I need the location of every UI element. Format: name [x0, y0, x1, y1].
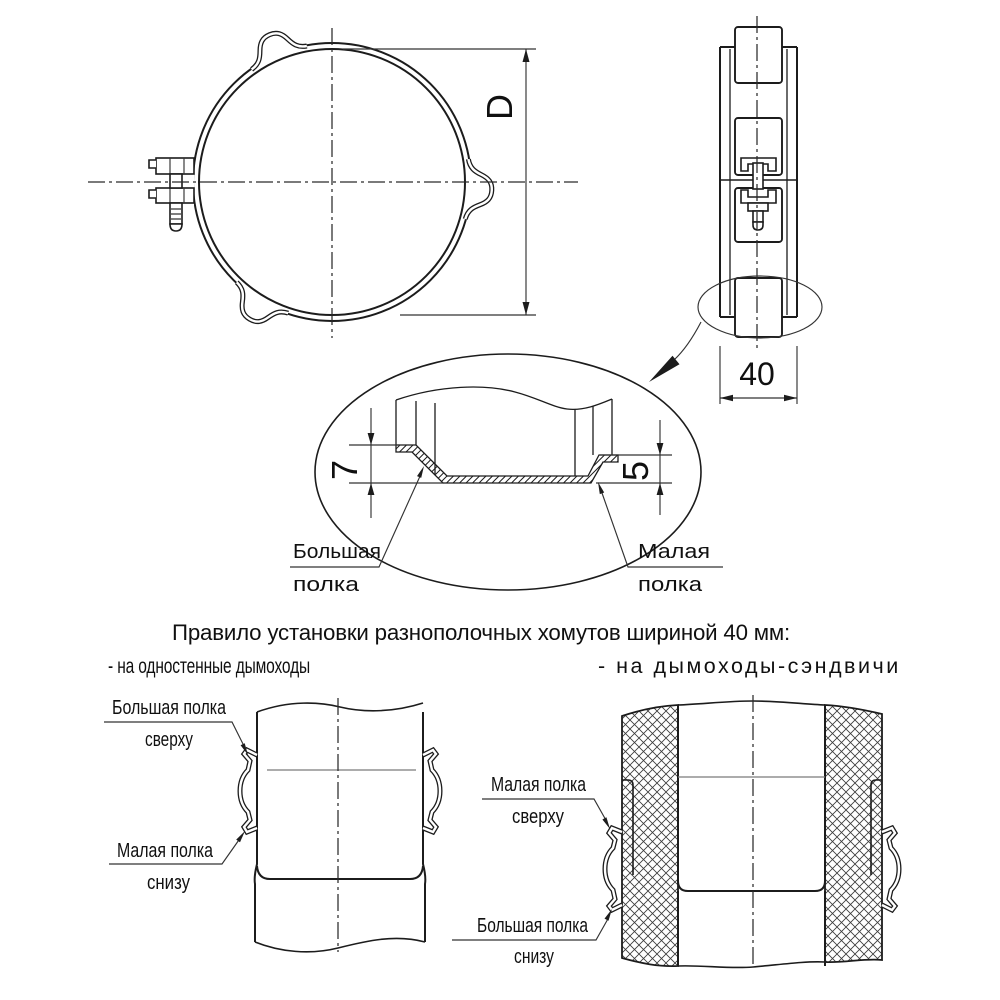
insulation-right	[825, 705, 882, 962]
lock-bolt-shank	[753, 211, 763, 222]
rule-sandwich-heading: - на дымоходы-сэндвичи	[598, 654, 898, 678]
ear-tab-top	[735, 27, 782, 83]
ear-tab-bottom	[735, 278, 782, 337]
inner-pipe-walls	[678, 705, 825, 966]
single-bottom-line1: Малая полка	[117, 840, 214, 862]
label-big-flange-line1: Большая	[293, 541, 381, 563]
dim-d-text: D	[479, 94, 520, 120]
section-break-wave	[396, 387, 612, 409]
label-big-flange-line2: полка	[293, 574, 361, 596]
socket-joint-line	[257, 866, 423, 879]
clamp-profile-sandwich-right	[882, 828, 899, 910]
bolt-bracket-lower	[156, 188, 194, 203]
sandwich-bottom-line2: снизу	[514, 946, 554, 968]
pipe-break-bottom	[255, 938, 425, 951]
label-sandwich-bottom	[452, 909, 612, 968]
sandwich-diagram	[452, 695, 899, 968]
bolt-bracket-upper	[156, 158, 194, 174]
bracket-hook-lower	[149, 190, 156, 198]
lock-bolt-tip	[753, 222, 763, 230]
sandwich-break-top	[678, 701, 825, 705]
dimension-5	[596, 420, 672, 515]
clamp-ear-right-icon	[465, 159, 493, 220]
side-view	[649, 16, 822, 404]
insulation-left	[622, 705, 678, 966]
sandwich-bottom-line1: Большая полка	[477, 915, 589, 937]
single-top-line1: Большая полка	[112, 697, 227, 719]
lock-bolt-head	[748, 203, 768, 211]
sandwich-break-bottom	[678, 962, 825, 968]
dim-7-text: 7	[324, 459, 365, 481]
single-wall-diagram	[104, 697, 440, 952]
label-small-flange-line2: полка	[638, 574, 704, 596]
rule-text-block	[108, 620, 898, 678]
dim-40-text: 40	[739, 356, 775, 392]
rule-title: Правило установки разнополочных хомутов шириной 40 мм:	[172, 620, 790, 645]
inner-pipe-socket	[678, 777, 825, 891]
lock-stem	[753, 163, 763, 189]
dim-5-text: 5	[615, 460, 656, 482]
detail-callout-arrow-icon	[649, 356, 680, 382]
clamp-profile-sandwich-left	[605, 828, 622, 910]
single-top-line2: сверху	[145, 729, 193, 751]
sandwich-top-line2: сверху	[512, 806, 564, 828]
label-small-flange-line1: Малая	[638, 541, 710, 563]
bolt-shank-middle	[170, 174, 182, 188]
detail-callout-curve	[674, 322, 701, 360]
dimension-40	[720, 346, 797, 404]
pipe-break-top	[257, 703, 423, 712]
label-single-bottom	[109, 831, 245, 894]
clamp-profile-left	[240, 750, 257, 832]
bolt-assembly	[149, 156, 194, 231]
detail-view	[290, 354, 723, 596]
section-profile	[396, 445, 618, 483]
front-view	[88, 23, 578, 338]
rule-single-heading: - на одностенные дымоходы	[108, 654, 310, 678]
sandwich-top-line1: Малая полка	[491, 774, 587, 796]
label-sandwich-top	[482, 774, 610, 829]
label-big-flange	[290, 466, 424, 596]
single-bottom-line2: снизу	[147, 872, 190, 894]
bracket-hook-upper	[149, 160, 156, 168]
bolt-tip	[170, 224, 182, 231]
clamp-profile-right	[423, 750, 440, 832]
label-single-top	[104, 697, 248, 755]
